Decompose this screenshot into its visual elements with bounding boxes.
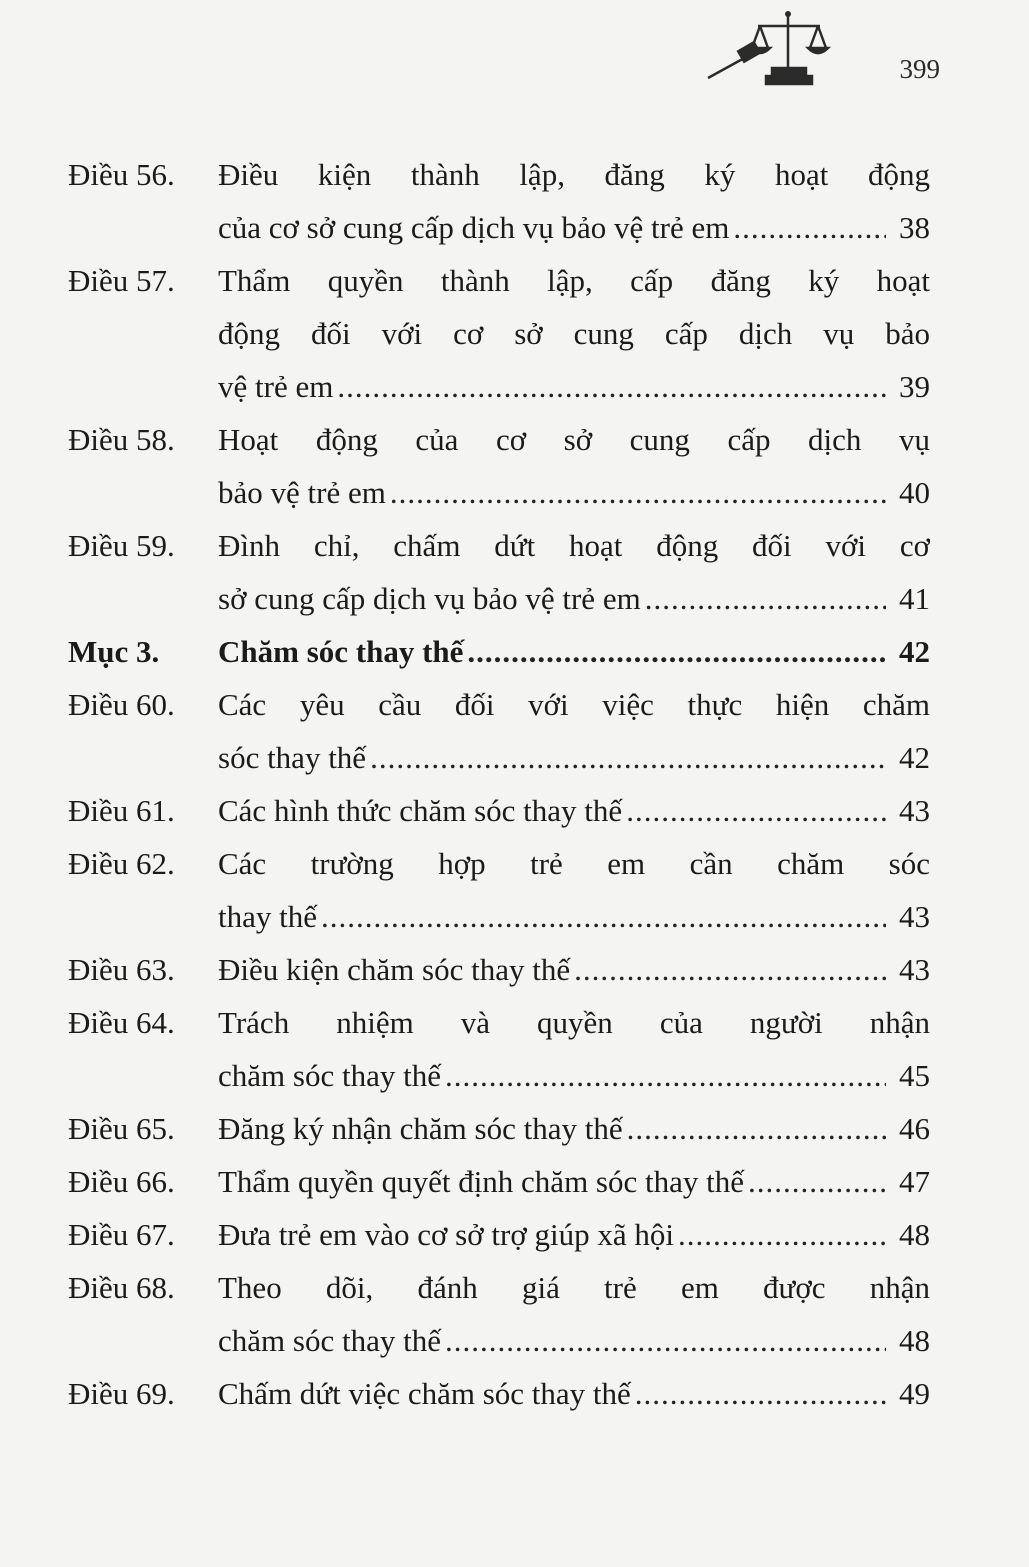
toc-entry[interactable] — [68, 1094, 930, 1147]
toc-entry[interactable] — [68, 670, 930, 776]
toc-entry[interactable] — [68, 988, 930, 1094]
toc-entry-page: 42 — [899, 634, 930, 669]
toc-entry[interactable] — [68, 246, 930, 405]
toc-entry[interactable] — [68, 935, 930, 988]
toc-entry-title-line: Hoạt động của cơ sở cung cấp dịch vụ — [218, 422, 930, 457]
toc-entry-title-line: động đối với cơ sở cung cấp dịch vụ bảo — [218, 316, 930, 351]
dot-leader — [321, 899, 886, 935]
toc-entry-page: 47 — [899, 1164, 930, 1199]
toc-entry[interactable] — [68, 1200, 930, 1253]
toc-entry[interactable] — [68, 776, 930, 829]
table-of-contents — [68, 140, 930, 1412]
toc-entry-title: Đăng ký nhận chăm sóc thay thế — [218, 1111, 623, 1146]
toc-entry-page: 48 — [899, 1323, 930, 1358]
toc-entry[interactable] — [68, 405, 930, 511]
dot-leader — [626, 793, 886, 829]
toc-entry-title-line: Trách nhiệm và quyền của người nhận — [218, 1005, 930, 1040]
toc-entry-title: chăm sóc thay thế — [218, 1323, 441, 1358]
toc-entry[interactable] — [68, 1359, 930, 1412]
toc-entry-page: 45 — [899, 1058, 930, 1093]
dot-leader — [445, 1058, 886, 1094]
toc-entry-number: Điều 62. — [68, 846, 175, 881]
dot-leader — [370, 740, 886, 776]
dot-leader — [678, 1217, 886, 1253]
toc-entry-number: Điều 57. — [68, 263, 175, 298]
toc-entry-page: 38 — [899, 210, 930, 245]
toc-entry-title-line: Theo dõi, đánh giá trẻ em được nhận — [218, 1270, 930, 1305]
toc-entry-title: của cơ sở cung cấp dịch vụ bảo vệ trẻ em — [218, 210, 730, 245]
toc-entry-number: Mục 3. — [68, 634, 160, 669]
dot-leader — [390, 475, 886, 511]
dot-leader — [574, 952, 886, 988]
page-header — [700, 8, 940, 88]
toc-entry-number: Điều 59. — [68, 528, 175, 563]
toc-entry-page: 43 — [899, 793, 930, 828]
toc-entry-title: thay thế — [218, 899, 317, 934]
toc-entry-title-line: Thẩm quyền thành lập, cấp đăng ký hoạt — [218, 263, 930, 298]
dot-leader — [445, 1323, 886, 1359]
toc-entry-number: Điều 64. — [68, 1005, 175, 1040]
toc-entry[interactable] — [68, 1147, 930, 1200]
dot-leader — [645, 581, 886, 617]
toc-entry-number: Điều 63. — [68, 952, 175, 987]
dot-leader — [467, 634, 886, 670]
toc-entry-number: Điều 68. — [68, 1270, 175, 1305]
toc-entry-page: 41 — [899, 581, 930, 616]
toc-entry-number: Điều 60. — [68, 687, 175, 722]
toc-entry-title: Chấm dứt việc chăm sóc thay thế — [218, 1376, 631, 1411]
toc-entry-title: Điều kiện chăm sóc thay thế — [218, 952, 571, 987]
toc-entry[interactable] — [68, 1253, 930, 1359]
toc-entry-page: 43 — [899, 899, 930, 934]
toc-entry-title-line: Các trường hợp trẻ em cần chăm sóc — [218, 846, 930, 881]
toc-entry-number: Điều 66. — [68, 1164, 175, 1199]
toc-entry-title: Các hình thức chăm sóc thay thế — [218, 793, 623, 828]
toc-entry-title-line: Đình chỉ, chấm dứt hoạt động đối với cơ — [218, 528, 930, 563]
toc-entry-number: Điều 58. — [68, 422, 175, 457]
toc-entry-title-line: Các yêu cầu đối với việc thực hiện chăm — [218, 687, 930, 722]
dot-leader — [733, 210, 886, 246]
toc-entry-number: Điều 65. — [68, 1111, 175, 1146]
dot-leader — [635, 1376, 886, 1412]
toc-entry-title: sóc thay thế — [218, 740, 367, 775]
toc-entry-number: Điều 69. — [68, 1376, 175, 1411]
toc-entry-page: 42 — [899, 740, 930, 775]
toc-entry-title: chăm sóc thay thế — [218, 1058, 441, 1093]
toc-entry-title: Thẩm quyền quyết định chăm sóc thay thế — [218, 1164, 745, 1199]
toc-entry-number: Điều 67. — [68, 1217, 175, 1252]
dot-leader — [337, 369, 886, 405]
toc-entry-page: 40 — [899, 475, 930, 510]
dot-leader — [748, 1164, 886, 1200]
toc-entry-title-line: Điều kiện thành lập, đăng ký hoạt động — [218, 157, 930, 192]
toc-entry-page: 48 — [899, 1217, 930, 1252]
toc-entry[interactable] — [68, 140, 930, 246]
scales-of-justice-icon — [700, 8, 850, 88]
toc-entry-number: Điều 56. — [68, 157, 175, 192]
toc-entry-title: bảo vệ trẻ em — [218, 475, 386, 510]
toc-entry-title: Chăm sóc thay thế — [218, 634, 464, 669]
toc-entry-page: 43 — [899, 952, 930, 987]
toc-entry[interactable] — [68, 829, 930, 935]
toc-entry-title: Đưa trẻ em vào cơ sở trợ giúp xã hội — [218, 1217, 674, 1252]
toc-entry-title: sở cung cấp dịch vụ bảo vệ trẻ em — [218, 581, 641, 616]
toc-entry-page: 49 — [899, 1376, 930, 1411]
toc-entry-page: 39 — [899, 369, 930, 404]
toc-entry-title: vệ trẻ em — [218, 369, 334, 404]
toc-entry[interactable] — [68, 511, 930, 617]
dot-leader — [627, 1111, 886, 1147]
toc-entry-page: 46 — [899, 1111, 930, 1146]
toc-entry-number: Điều 61. — [68, 793, 175, 828]
toc-entry[interactable] — [68, 617, 930, 670]
page-number: 399 — [899, 54, 940, 84]
